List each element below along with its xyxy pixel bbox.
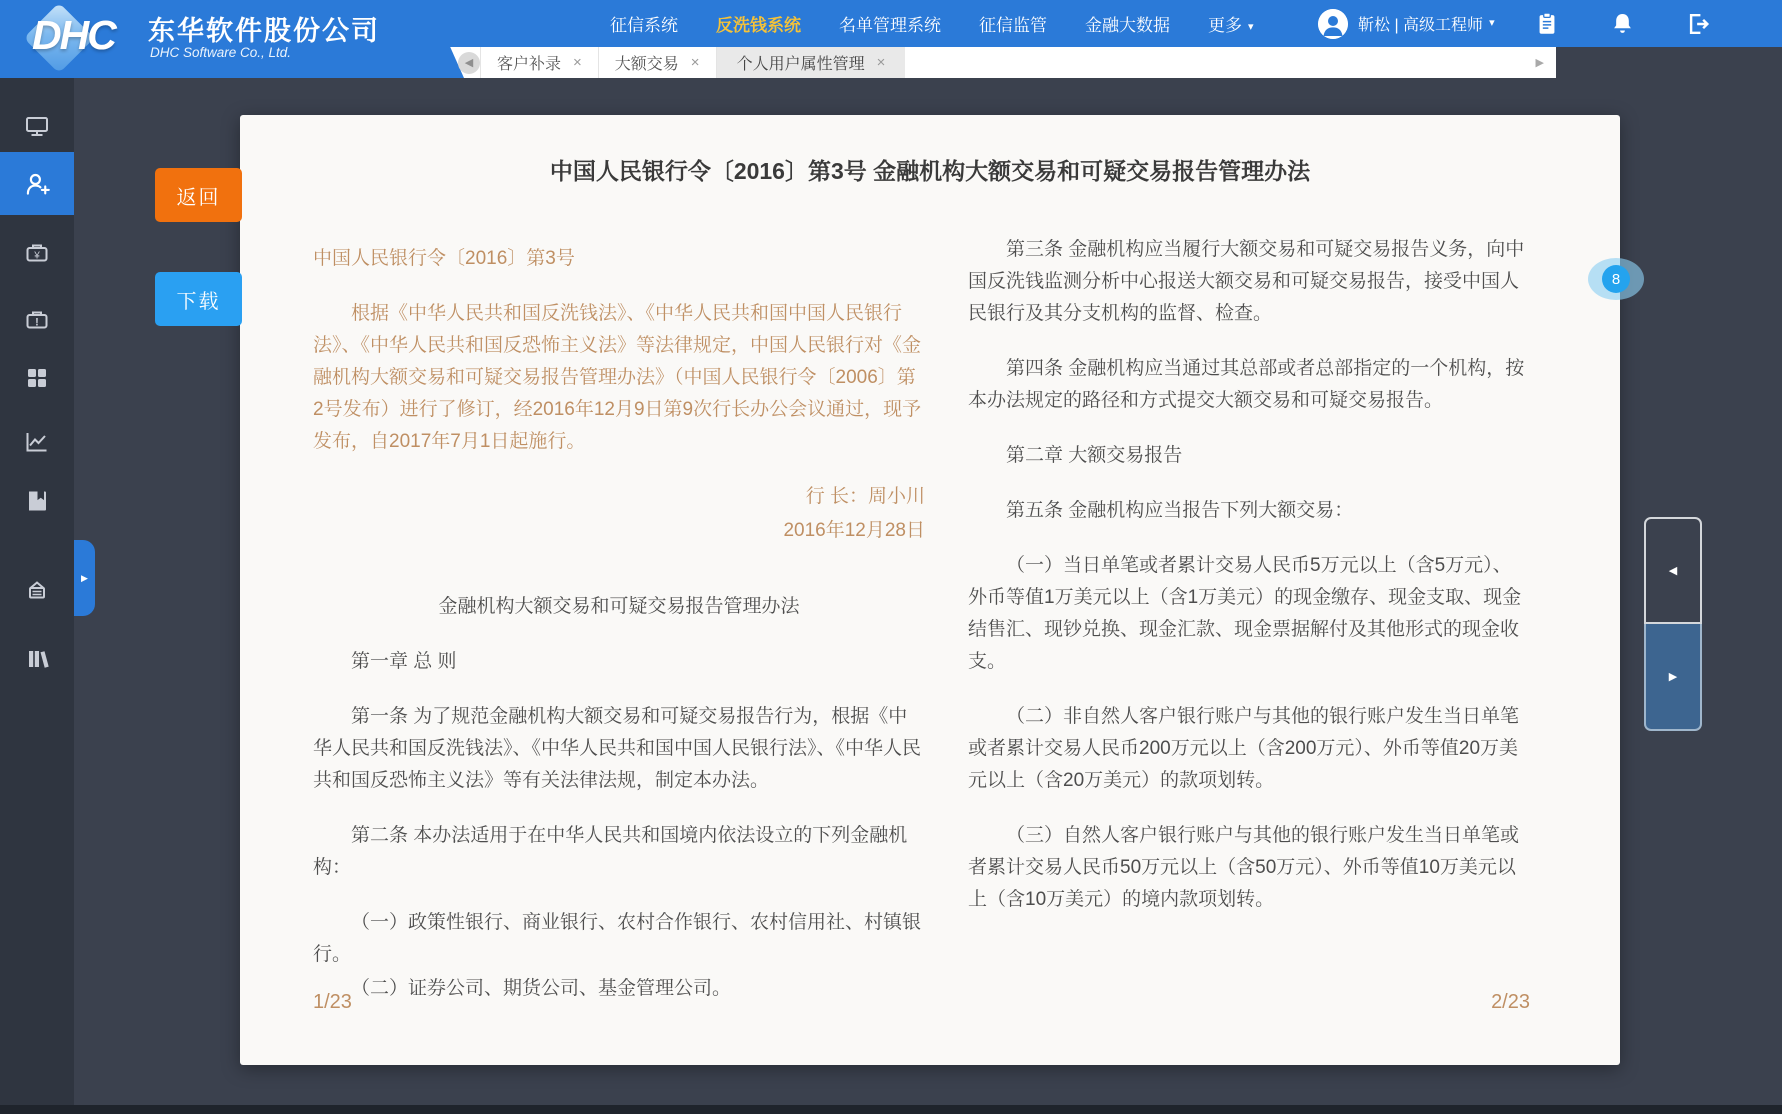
svg-text:!: ! [35,316,39,329]
paragraph: （二）证券公司、期货公司、基金管理公司。 [351,978,732,999]
document-pages [240,220,1620,1020]
sidebar-item-desktop[interactable] [0,98,74,154]
nav-item-financial-bigdata[interactable]: 金融大数据 [1085,16,1170,35]
paragraph: 中国人民银行令〔2016〕第3号 [313,248,575,269]
ledger-icon [23,644,51,672]
close-icon[interactable]: × [573,54,582,71]
company-name: 东华软件股份公司 [148,16,380,46]
grid-icon [23,364,51,392]
logo-block [0,0,430,78]
paragraph: 根据《中华人民共和国反洗钱法》、《中华人民共和国中国人民银行法》、《中华人民共和国反恐怖主义法》等法律规定，中国人民银行对《金融机构大额交易和可疑交易报告管理办法》（中国人民银行令〔2006〕第2号发布）进行了修订，经2016年12月9日第9次行长办公会议通过，现予发布，自2017年7月1日起施行。 [313,303,922,452]
book-icon [23,487,51,515]
sidebar-item-book[interactable] [0,473,74,529]
tab-large-transaction[interactable]: 大额交易 × [598,47,716,78]
logout-icon[interactable] [1685,10,1713,38]
sidebar-item-user-add[interactable] [0,152,74,215]
main-nav [610,0,1254,47]
back-button[interactable]: 返回 [155,168,242,222]
line-chart-icon [23,428,51,456]
sidebar-item-analytics[interactable] [0,414,74,470]
sidebar-item-apps[interactable] [0,350,74,406]
paragraph: 第一条 为了规范金融机构大额交易和可疑交易报告行为，根据《中华人民共和国反洗钱法》、《中华人民共和国中国人民银行法》、《中华人民共和国反恐怖主义法》等有关法律法规，制定本办法。 [313,706,922,791]
bell-icon[interactable] [1609,10,1637,38]
sidebar-expand-handle[interactable]: ▶ [74,540,95,616]
sign-icon [23,577,51,605]
next-page-button[interactable]: ▶ [1644,624,1702,731]
tab-personal-user-attribute[interactable]: 个人用户属性管理 × [716,47,906,78]
chevron-down-icon[interactable]: ▾ [1489,17,1495,29]
chapter-heading: 第一章 总 则 [351,651,457,672]
nav-item-more[interactable]: 更多 ▾ [1208,16,1254,35]
count-badge-value: 8 [1602,265,1630,293]
svg-text:¥: ¥ [34,250,40,262]
avatar[interactable] [1318,9,1348,39]
bottom-edge-bar [0,1105,1782,1114]
chevron-down-icon: ▾ [1248,21,1254,33]
paragraph: （三）自然人客户银行账户与其他的银行账户发生当日单笔或者累计交易人民币50万元以上（含50万元）、外币等值10万美元以上（含10万美元）的境内款项划转。 [968,825,1520,910]
paragraph: （二）非自然人客户银行账户与其他的银行账户发生当日单笔或者累计交易人民币200万元以上（含200万元）、外币等值20万美元以上（含20万美元）的款项划转。 [968,706,1520,791]
paragraph: （一）政策性银行、商业银行、农村合作银行、农村信用社、村镇银行。 [313,912,922,965]
user-add-icon [22,169,52,199]
cash-box-icon [23,239,51,267]
tab-scroll-right-icon[interactable]: ▶ [1535,57,1544,69]
paragraph: 第四条 金融机构应当通过其总部或者总部指定的一个机构，按本办法规定的路径和方式提交大额交易和可疑交易报告。 [968,358,1525,411]
page-number-left: 1/23 [313,991,352,1013]
previous-page-button[interactable]: ◀ [1644,517,1702,624]
user-avatar-icon [1318,9,1348,39]
close-icon[interactable]: × [690,54,700,71]
document-page-right [968,220,1530,1020]
logo-abbr: DHC [32,12,115,58]
signature-line: 行 长：周小川 [805,486,925,507]
sidebar-item-alert-box[interactable] [0,292,74,348]
alert-box-icon [23,306,51,334]
download-button[interactable]: 下载 [155,272,242,326]
nav-item-credit-system[interactable]: 征信系统 [610,16,678,35]
close-icon[interactable]: × [876,54,886,71]
monitor-icon [23,112,51,140]
sidebar-item-sign[interactable] [0,563,74,619]
user-area [1318,0,1713,47]
nav-item-credit-supervision[interactable]: 征信监管 [979,16,1047,35]
signature-date: 2016年12月28日 [783,520,925,541]
paragraph: 第三条 金融机构应当履行大额交易和可疑交易报告义务，向中国反洗钱监测分析中心报送大额交易和可疑交易报告，接受中国人民银行及其分支机构的监督、检查。 [968,239,1525,324]
count-badge[interactable] [1588,258,1644,300]
document-title: 中国人民银行令〔2016〕第3号 金融机构大额交易和可疑交易报告管理办法 [549,158,1311,184]
nav-item-aml-system[interactable]: 反洗钱系统 [716,16,801,35]
tab-scroll-left-icon[interactable]: ◀ [458,52,480,74]
sidebar [0,78,74,1114]
paragraph: 第二条 本办法适用于在中华人民共和国境内依法设立的下列金融机构： [313,825,908,878]
company-subtitle: DHC Software Co., Ltd. [150,45,292,60]
document-subtitle: 金融机构大额交易和可疑交易报告管理办法 [438,596,800,617]
user-name[interactable]: 靳松 | 高级工程师 [1358,17,1484,34]
paragraph: （一）当日单笔或者累计交易人民币5万元以上（含5万元）、外币等值1万美元以上（含1万美元）的现金缴存、现金支取、现金结售汇、现钞兑换、现金汇款、现金票据解付及其他形式的现金收支。 [968,555,1522,672]
sidebar-item-ledger[interactable] [0,630,74,686]
tab-bar [430,47,1556,78]
chapter-heading: 第二章 大额交易报告 [1006,445,1183,466]
document-viewer [240,115,1620,1065]
tab-customer-supplement[interactable]: 客户补录 × [480,47,598,78]
clipboard-icon[interactable] [1533,10,1561,38]
paragraph: 第五条 金融机构应当报告下列大额交易： [1006,500,1354,521]
document-page-left [313,220,925,1020]
page-pager [1644,517,1702,731]
sidebar-item-cash-box[interactable] [0,225,74,281]
page-number-right: 2/23 [1491,991,1530,1013]
nav-item-list-management[interactable]: 名单管理系统 [839,16,941,35]
